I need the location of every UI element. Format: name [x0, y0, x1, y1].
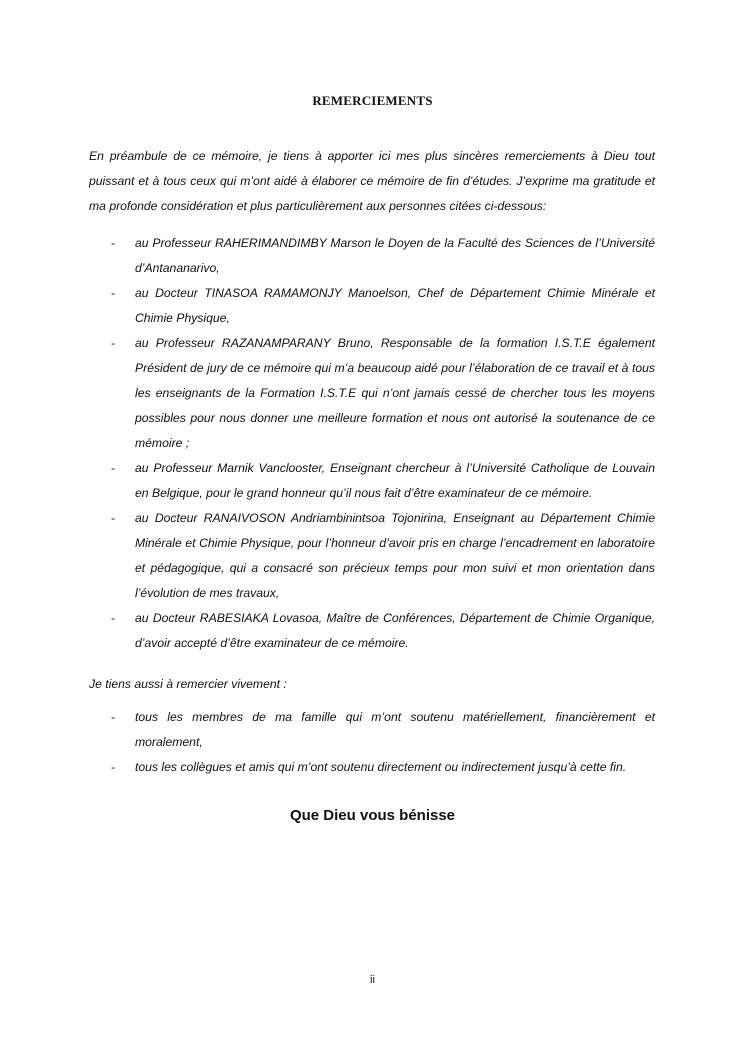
- list-item-text: au Professeur RAHERIMANDIMBY Marson le Doyen de la Faculté des Sciences de l’Université d’Antananarivo,: [135, 236, 655, 275]
- bullet-dash: -: [111, 236, 116, 250]
- closing-blessing: Que Dieu vous bénisse: [289, 807, 456, 824]
- bullet-dash: -: [111, 760, 116, 774]
- also-thanks-list: [89, 705, 655, 780]
- list-item-text: au Docteur RABESIAKA Lovasoa, Maître de Conférences, Département de Chimie Organique, d’avoir accepté d’être examinateur de ce mémoire.: [135, 611, 655, 650]
- list-item-text: au Docteur TINASOA RAMAMONJY Manoelson, Chef de Département Chimie Minérale et Chimie Physique,: [135, 286, 655, 325]
- list-item: [89, 755, 655, 780]
- list-item: [89, 506, 655, 606]
- list-item-text: tous les collègues et amis qui m’ont soutenu directement ou indirectement jusqu’à cette fin.: [135, 760, 627, 774]
- also-thanks-paragraph: Je tiens aussi à remercier vivement :: [89, 677, 287, 691]
- list-item-text: tous les membres de ma famille qui m’ont soutenu matériellement, financièrement et moralement,: [135, 710, 655, 749]
- page-title: REMERCIEMENTS: [312, 93, 433, 108]
- intro-paragraph: En préambule de ce mémoire, je tiens à apporter ici mes plus sincères remerciements à Dieu tout puissant et à tous ceux qui m’ont aidé à élaborer ce mémoire de fin d’études. J’exprime ma gratitude et ma profonde considération et plus particulièrement aux personnes citées ci-dessous:: [89, 149, 655, 213]
- acknowledgement-list: [89, 231, 655, 656]
- bullet-dash: -: [111, 336, 116, 350]
- page-number: ii: [370, 974, 375, 986]
- list-item: [89, 705, 655, 755]
- list-item-text: au Docteur RANAIVOSON Andriambinintsoa Tojonirina, Enseignant au Département Chimie Minérale et Chimie Physique, pour l’honneur d’avoir pris en charge l’encadrement en laboratoire et pédagogique, qui a consacré son précieux temps pour mon suivi et mon orientation dans l’évolution de mes travaux,: [135, 511, 655, 600]
- list-item-text: au Professeur RAZANAMPARANY Bruno, Responsable de la formation I.S.T.E également Président de jury de ce mémoire qui m’a beaucoup aidé pour l’élaboration de ce travail et à tous les enseignants de la Formation I.S.T.E qui n’ont jamais cessé de chercher tous les moyens possibles pour nous donner une meilleure formation et nous ont autorisé la soutenance de ce mémoire ;: [135, 336, 655, 450]
- bullet-dash: -: [111, 611, 116, 625]
- bullet-dash: -: [111, 286, 116, 300]
- bullet-dash: -: [111, 511, 116, 525]
- list-item: [89, 281, 655, 331]
- list-item-text: au Professeur Marnik Vanclooster, Enseignant chercheur à l’Université Catholique de Louvain en Belgique, pour le grand honneur qu’il nous fait d’être examinateur de ce mémoire.: [135, 461, 655, 500]
- list-item: [89, 606, 655, 656]
- list-item: [89, 331, 655, 456]
- list-item: [89, 456, 655, 506]
- bullet-dash: -: [111, 710, 116, 724]
- bullet-dash: -: [111, 461, 116, 475]
- list-item: [89, 231, 655, 281]
